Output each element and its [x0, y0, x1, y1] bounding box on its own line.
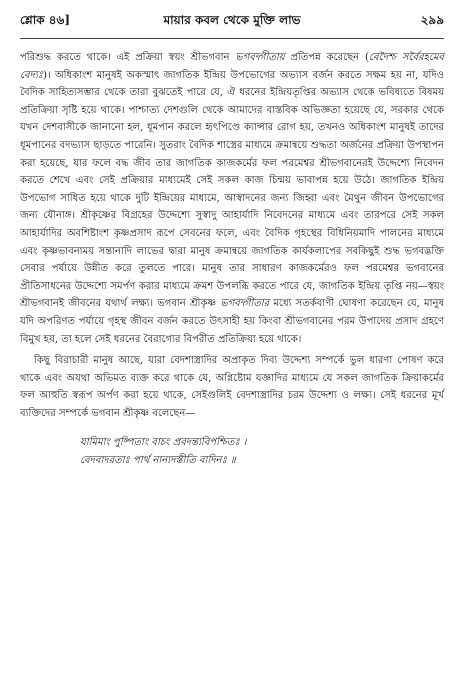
verse-reference: শ্লোক ৪৬] — [20, 13, 71, 27]
verse-line-2: বেদবাদরতাঃ পার্থ নান্যদস্তীতি বাদিনঃ ॥ — [80, 455, 236, 467]
page-header — [20, 6, 444, 39]
sanskrit-verse — [20, 434, 444, 470]
book-title-gita: ভগবদ্গীতায় — [235, 52, 285, 63]
page-number: ২৯৯ — [420, 13, 444, 27]
paragraph-1 — [20, 49, 444, 348]
paragraph-1-text-a: পরিশুদ্ধ করতে থাকে। এই প্রক্রিয়া স্বয়ং শ্রীভগবান — [20, 52, 236, 63]
book-page — [20, 6, 444, 682]
paragraph-1-text-d: মধ্যে সতর্কবাণী ঘোষণা করেছেন যে, মানুষ যদি অপরিণত পর্যায়ে গৃহস্থ জীবন বর্জন করতে উৎসাহী হয় কিংবা শ্রীভগবানের পরম উপাদেয় প্রসাদ গ্রহণে বিমুখ হয়, তা হলে সেই ধরনের বৈরাগ্যের বিপরীত প্রতিক্রিয়া হয়ে থাকে। — [20, 298, 444, 345]
paragraph-1-text-b: প্রতিপন্ন করেছেন ( — [284, 52, 369, 63]
book-title-gita-2: ভগবদ্গীতার — [220, 298, 270, 310]
chapter-title: মায়ার কবল থেকে মুক্তি লাভ — [163, 13, 301, 27]
quoted-verse: বেদৈশ্চ সর্বৈরহমেব বেদ্যঃ — [20, 52, 444, 81]
page-body — [20, 49, 444, 422]
verse-line-1: যামিমাং পুষ্পিতাং বাচং প্রবদন্ত্যবিপশ্চিতঃ । — [80, 437, 247, 449]
paragraph-1-text-c: )। অধিকাংশ মানুষই অকস্মাৎ জাগতিক ইন্দ্রিয় উপভোগের অভ্যাস বর্জন করতে সক্ষম হয় না, যদিও বৈদিক সাহিত্যসম্ভার থেকে তারা বুঝতেই পারে যে, ঐ ধরনের ইন্দ্রিয়তৃপ্তির অভ্যাস থেকে ভবিষ্যতে বিষময় প্রতিক্রিয়া সৃষ্টি হয়ে থাকে। পাশ্চাত্য দেশগুলি থেকে আমাদের বাস্তবিক অভিজ্ঞতা হয়েছে যে, সরকার থেকে যখন দেশবাসীকে জানানো হল, ধূমপান করলে হৃৎপিণ্ডে ক্যান্সার রোগ হয়, তখনও অধিকাংশ মানুষই তাদের ধূমপানের বদভ্যাস ছাড়তে পারেনি। সুতরাং বৈদিক শাস্ত্রের মাধ্যমে ক্রমান্বয়ে শুদ্ধতা অর্জনের প্রক্রিয়া উপস্থাপন করা হয়েছে, যার ফলে বদ্ধ জীব তার জাগতিক কাজকর্মের ফল পরমেশ্বর শ্রীভগবানেরই উদ্দেশ্যে নিবেদন করতে শেখে এবং সেই প্রক্রিয়ার মাধ্যমেই সেই সকল কাজ চিন্ময় ভাবাপন্ন হয়ে উঠে। জাগতিক ইন্দ্রিয় উপভোগ সাধিত হয়ে থাকে দুটি ইন্দ্রিয়ের মাধ্যমে, আস্বাদনের জন্য জিহ্বা এবং মৈথুন জীবন উপভোগের জন্য যৌনাঙ্গ। শ্রীকৃষ্ণের বিগ্রহের উদ্দেশ্যে সুস্বাদু আহার্যাদি নিবেদনের মাধ্যমে এবং তারপরে সেই সকল আহার্যাদির অবশিষ্টাংশ কৃষ্ণপ্রসাদ রূপে সেবনের ফলে, এবং বৈদিক গৃহস্থের বিধিনিয়মাদি পালনের মাধ্যমে এবং কৃষ্ণভাবনাময় সন্তানাদি লাভের দ্বারা মানুষ ক্রমান্বয়ে জাগতিক কার্যকলাপের সবকিছুই শুদ্ধ ভগবদ্ভক্তি সেবার পর্যায়ে উন্নীত করে তুলতে পারে। মানুষ তার সাধারণ কাজকর্মেরও ফল পরমেশ্বর ভগবানের প্রীতিসাধনের উদ্দেশ্যে সমর্পণ করার মাধ্যমে ক্রমশ উপলব্ধি করতে পারে যে, জাগতিক ইন্দ্রিয় তৃপ্তি নয়—স্বয়ং শ্রীভগবানই জীবনের যথার্থ লক্ষ্য। ভগবান শ্রীকৃষ্ণ — [20, 69, 444, 310]
paragraph-2: কিছু বিরাচারী মানুষ আছে, যারা বেদশাস্ত্রাদির অপ্রাকৃত দিব্য উদ্দেশ্য সম্পর্কে ভুল ধারণা পোষণ করে থাকে এবং অযথা অভিমত ব্যক্ত করে থাকে যে, অগ্নিষ্টোম যজ্ঞাদির মাধ্যমে যে সকল জাগতিক ক্রিয়াকর্মের ফল আহুতি স্বরূপ অর্পণ করা হয়ে থাকে, সেইগুলিই বেদশাস্ত্রাদির চরম উদ্দেশ্য ও লক্ষ্য। সেই ধরনের মূর্খ ব্যক্তিদের সম্পর্কে ভগবান শ্রীকৃষ্ণ বলেছেন— — [20, 355, 444, 419]
